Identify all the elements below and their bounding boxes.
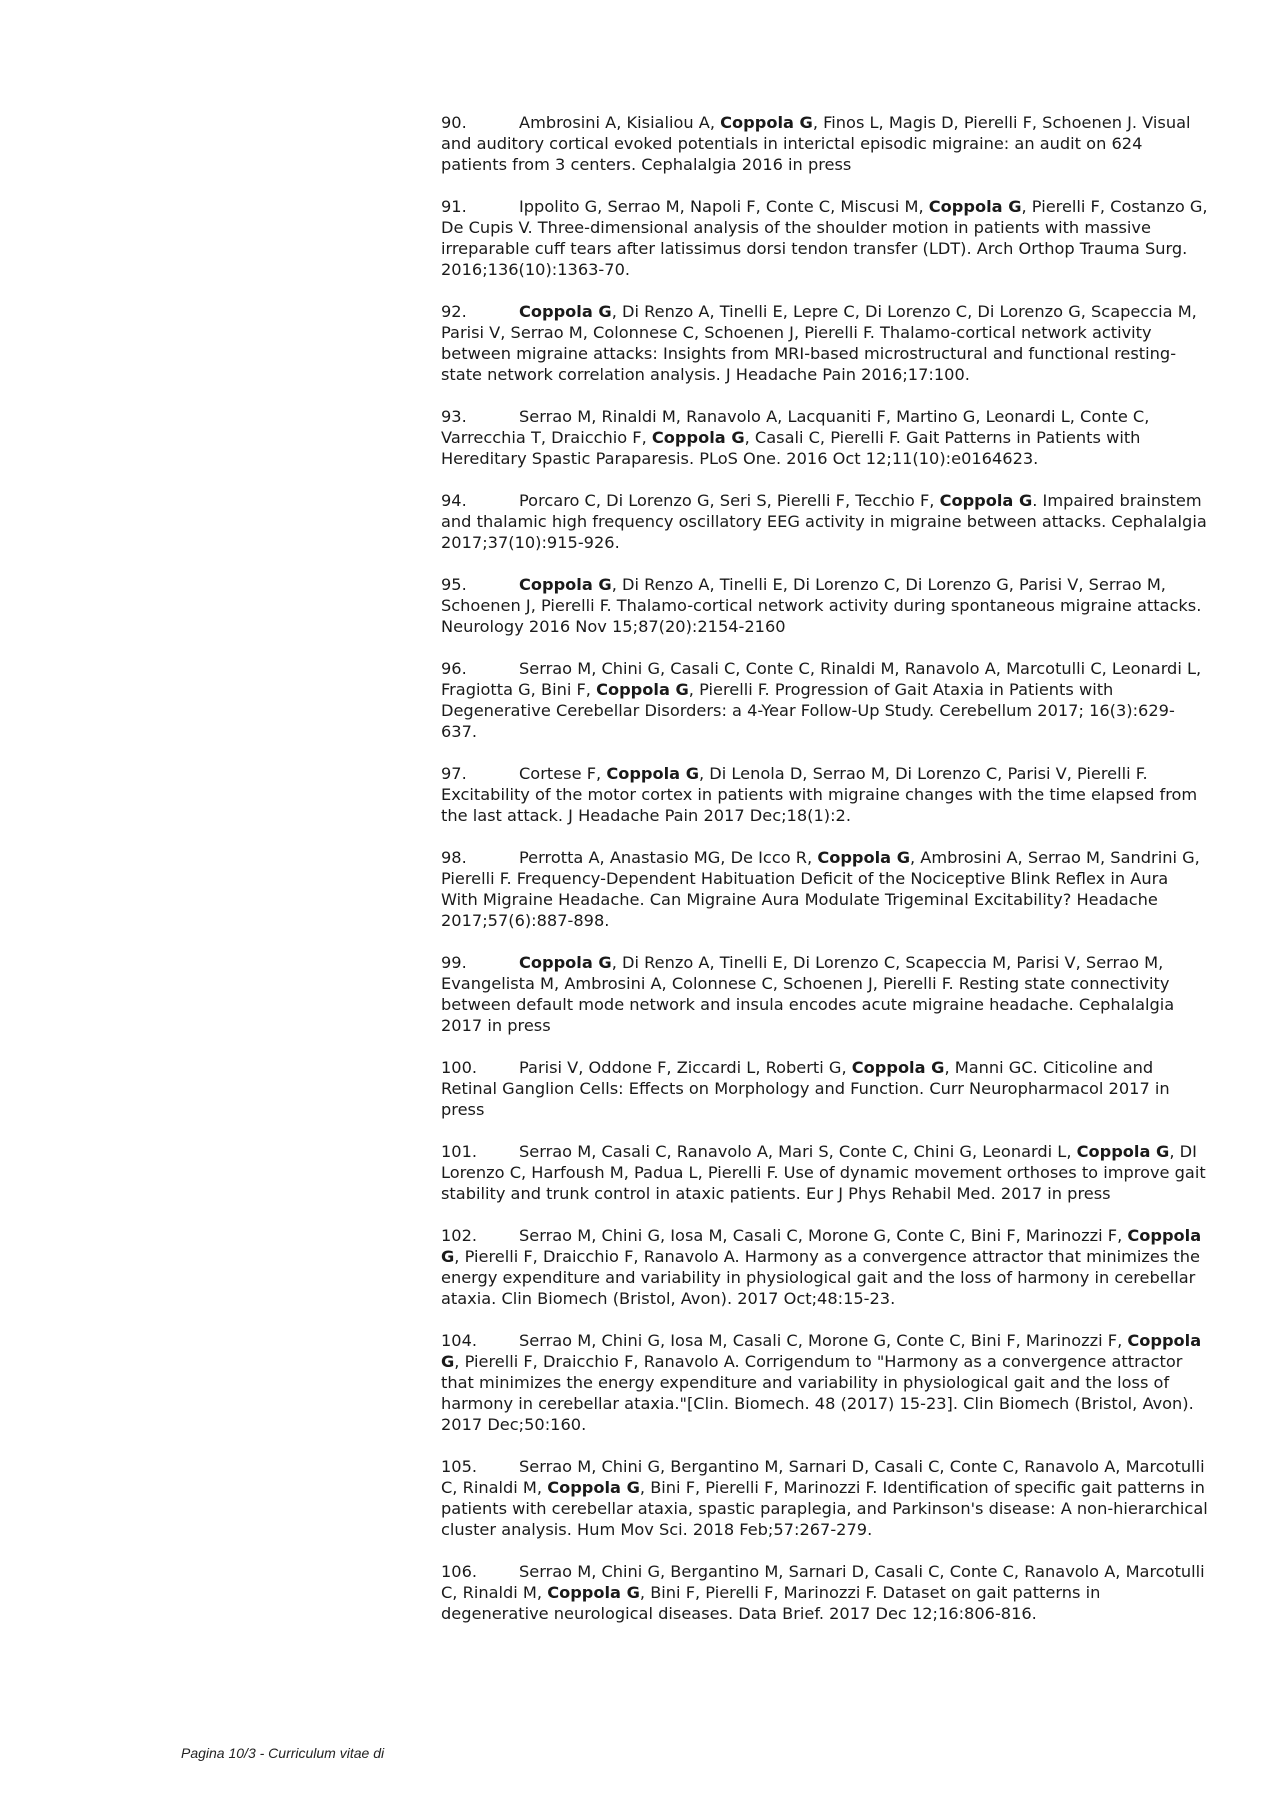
reference-item <box>441 763 1209 826</box>
reference-authors-pre: Parisi V, Oddone F, Ziccardi L, Roberti G, <box>519 1058 852 1077</box>
highlighted-author: Coppola G <box>817 848 911 867</box>
reference-item <box>441 1456 1209 1540</box>
reference-authors-pre: Serrao M, Chini G, Bergantino M, Sarnari D, Casali C, Conte C, Ranavolo A, Marcotulli C, Rinaldi M, <box>441 1562 1205 1602</box>
reference-authors-pre: Cortese F, <box>519 764 607 783</box>
reference-item <box>441 847 1209 931</box>
reference-authors-pre: Serrao M, Chini G, Casali C, Conte C, Rinaldi M, Ranavolo A, Marcotulli C, Leonardi L, Fragiotta G, Bini F, <box>441 659 1202 699</box>
reference-body: , Bini F, Pierelli F, Marinozzi F. Dataset on gait patterns in degenerative neurological diseases. Data Brief. 2017 Dec 12;16:806-816. <box>441 1583 1101 1623</box>
highlighted-author: Coppola G <box>939 491 1033 510</box>
reference-number: 105. <box>441 1457 478 1476</box>
reference-body: , Casali C, Pierelli F. Gait Patterns in Patients with Hereditary Spastic Paraparesis. PLoS One. 2016 Oct 12;11(10):e0164623. <box>441 428 1141 468</box>
reference-number: 102. <box>441 1226 478 1245</box>
reference-number: 93. <box>441 407 467 426</box>
reference-authors-pre: Porcaro C, Di Lorenzo G, Seri S, Pierelli F, Tecchio F, <box>519 491 940 510</box>
reference-body: , Finos L, Magis D, Pierelli F, Schoenen J. Visual and auditory cortical evoked potentials in interictal episodic migraine: an audit on 624 patients from 3 centers. Cephalalgia 2016 in press <box>441 113 1191 174</box>
reference-number: 96. <box>441 659 467 678</box>
reference-authors-pre: Perrotta A, Anastasio MG, De Icco R, <box>519 848 818 867</box>
reference-body: , Pierelli F, Costanzo G, De Cupis V. Three-dimensional analysis of the shoulder motion in patients with massive irreparable cuff tears after latissimus dorsi tendon transfer (LDT). Arch Orthop Trauma Surg. 2016;136(10):1363-70. <box>441 197 1208 279</box>
reference-item <box>441 301 1209 385</box>
reference-body: , Pierelli F, Draicchio F, Ranavolo A. Harmony as a convergence attractor that minimizes the energy expenditure and variability in physiological gait and the loss of harmony in cerebellar ataxia. Clin Biomech (Bristol, Avon). 2017 Oct;48:15-23. <box>441 1247 1200 1308</box>
reference-item <box>441 574 1209 637</box>
reference-body: , Di Renzo A, Tinelli E, Lepre C, Di Lorenzo C, Di Lorenzo G, Scapeccia M, Parisi V, Serrao M, Colonnese C, Schoenen J, Pierelli F. Thalamo-cortical network activity between migraine attacks: Insights from MRI-based microstructural and functional resting-state network correlation analysis. J Headache Pain 2016;17:100. <box>441 302 1197 384</box>
reference-list <box>441 112 1209 1645</box>
reference-number: 90. <box>441 113 467 132</box>
highlighted-author: Coppola G <box>519 302 612 321</box>
reference-authors-pre: Ippolito G, Serrao M, Napoli F, Conte C, Miscusi M, <box>519 197 929 216</box>
reference-item <box>441 1141 1209 1204</box>
reference-authors-pre: Serrao M, Chini G, Iosa M, Casali C, Morone G, Conte C, Bini F, Marinozzi F, <box>519 1226 1128 1245</box>
reference-body: , Di Renzo A, Tinelli E, Di Lorenzo C, Di Lorenzo G, Parisi V, Serrao M, Schoenen J, Pierelli F. Thalamo-cortical network activity during spontaneous migraine attacks. Neurology 2016 Nov 15;87(20):2154-2160 <box>441 575 1202 636</box>
reference-number: 106. <box>441 1562 478 1581</box>
reference-item <box>441 1225 1209 1309</box>
reference-item <box>441 196 1209 280</box>
reference-number: 104. <box>441 1331 478 1350</box>
reference-number: 99. <box>441 953 467 972</box>
reference-body: , Di Renzo A, Tinelli E, Di Lorenzo C, Scapeccia M, Parisi V, Serrao M, Evangelista M, Ambrosini A, Colonnese C, Schoenen J, Pierelli F. Resting state connectivity between default mode network and insula encodes acute migraine headache. Cephalalgia 2017 in press <box>441 953 1175 1035</box>
reference-body: , Manni GC. Citicoline and Retinal Ganglion Cells: Effects on Morphology and Function. Curr Neuropharmacol 2017 in press <box>441 1058 1170 1119</box>
reference-authors-pre: Serrao M, Rinaldi M, Ranavolo A, Lacquaniti F, Martino G, Leonardi L, Conte C, Varrecchia T, Draicchio F, <box>441 407 1150 447</box>
reference-authors-pre: Serrao M, Casali C, Ranavolo A, Mari S, Conte C, Chini G, Leonardi L, <box>519 1142 1077 1161</box>
highlighted-author: Coppola G <box>1076 1142 1170 1161</box>
reference-body: , Pierelli F. Progression of Gait Ataxia in Patients with Degenerative Cerebellar Disorders: a 4-Year Follow-Up Study. Cerebellum 2017; 16(3):629-637. <box>441 680 1175 741</box>
reference-item <box>441 112 1209 175</box>
reference-number: 94. <box>441 491 467 510</box>
highlighted-author: Coppola G <box>441 1331 1202 1371</box>
reference-item <box>441 1561 1209 1624</box>
reference-item <box>441 658 1209 742</box>
reference-item <box>441 490 1209 553</box>
reference-body: , Di Lenola D, Serrao M, Di Lorenzo C, Parisi V, Pierelli F. Excitability of the motor cortex in patients with migraine changes with the time elapsed from the last attack. J Headache Pain 2017 Dec;18(1):2. <box>441 764 1198 825</box>
reference-item <box>441 406 1209 469</box>
reference-number: 98. <box>441 848 467 867</box>
highlighted-author: Coppola G <box>547 1583 640 1602</box>
highlighted-author: Coppola G <box>519 953 612 972</box>
highlighted-author: Coppola G <box>596 680 689 699</box>
highlighted-author: Coppola G <box>851 1058 945 1077</box>
reference-authors-pre: Ambrosini A, Kisialiou A, <box>519 113 721 132</box>
reference-authors-pre: Serrao M, Chini G, Iosa M, Casali C, Morone G, Conte C, Bini F, Marinozzi F, <box>519 1331 1128 1350</box>
reference-body: , Pierelli F, Draicchio F, Ranavolo A. Corrigendum to "Harmony as a convergence attractor that minimizes the energy expenditure and variability in physiological gait and the loss of harmony in cerebellar ataxia."[Clin. Biomech. 48 (2017) 15-23]. Clin Biomech (Bristol, Avon). 2017 Dec;50:160. <box>441 1352 1194 1434</box>
highlighted-author: Coppola G <box>547 1478 640 1497</box>
reference-body: , Ambrosini A, Serrao M, Sandrini G, Pierelli F. Frequency-Dependent Habituation Deficit of the Nociceptive Blink Reflex in Aura With Migraine Headache. Can Migraine Aura Modulate Trigeminal Excitability? Headache 2017;57(6):887-898. <box>441 848 1200 930</box>
reference-item <box>441 1057 1209 1120</box>
highlighted-author: Coppola G <box>519 575 612 594</box>
page-footer: Pagina 10/3 - Curriculum vitae di <box>181 1745 385 1761</box>
reference-body: . Impaired brainstem and thalamic high frequency oscillatory EEG activity in migraine between attacks. Cephalalgia 2017;37(10):915-926. <box>441 491 1207 552</box>
reference-body: , DI Lorenzo C, Harfoush M, Padua L, Pierelli F. Use of dynamic movement orthoses to improve gait stability and trunk control in ataxic patients. Eur J Phys Rehabil Med. 2017 in press <box>441 1142 1206 1203</box>
reference-number: 100. <box>441 1058 478 1077</box>
reference-number: 91. <box>441 197 467 216</box>
highlighted-author: Coppola G <box>928 197 1022 216</box>
reference-number: 92. <box>441 302 467 321</box>
reference-number: 95. <box>441 575 467 594</box>
highlighted-author: Coppola G <box>720 113 813 132</box>
highlighted-author: Coppola G <box>606 764 700 783</box>
reference-number: 97. <box>441 764 467 783</box>
reference-item <box>441 1330 1209 1435</box>
reference-item <box>441 952 1209 1036</box>
reference-authors-pre: Serrao M, Chini G, Bergantino M, Sarnari D, Casali C, Conte C, Ranavolo A, Marcotulli C, Rinaldi M, <box>441 1457 1205 1497</box>
highlighted-author: Coppola G <box>651 428 745 447</box>
highlighted-author: Coppola G <box>441 1226 1202 1266</box>
reference-body: , Bini F, Pierelli F, Marinozzi F. Identification of specific gait patterns in patients with cerebellar ataxia, spastic paraplegia, and Parkinson's disease: A non-hierarchical cluster analysis. Hum Mov Sci. 2018 Feb;57:267-279. <box>441 1478 1208 1539</box>
reference-number: 101. <box>441 1142 478 1161</box>
